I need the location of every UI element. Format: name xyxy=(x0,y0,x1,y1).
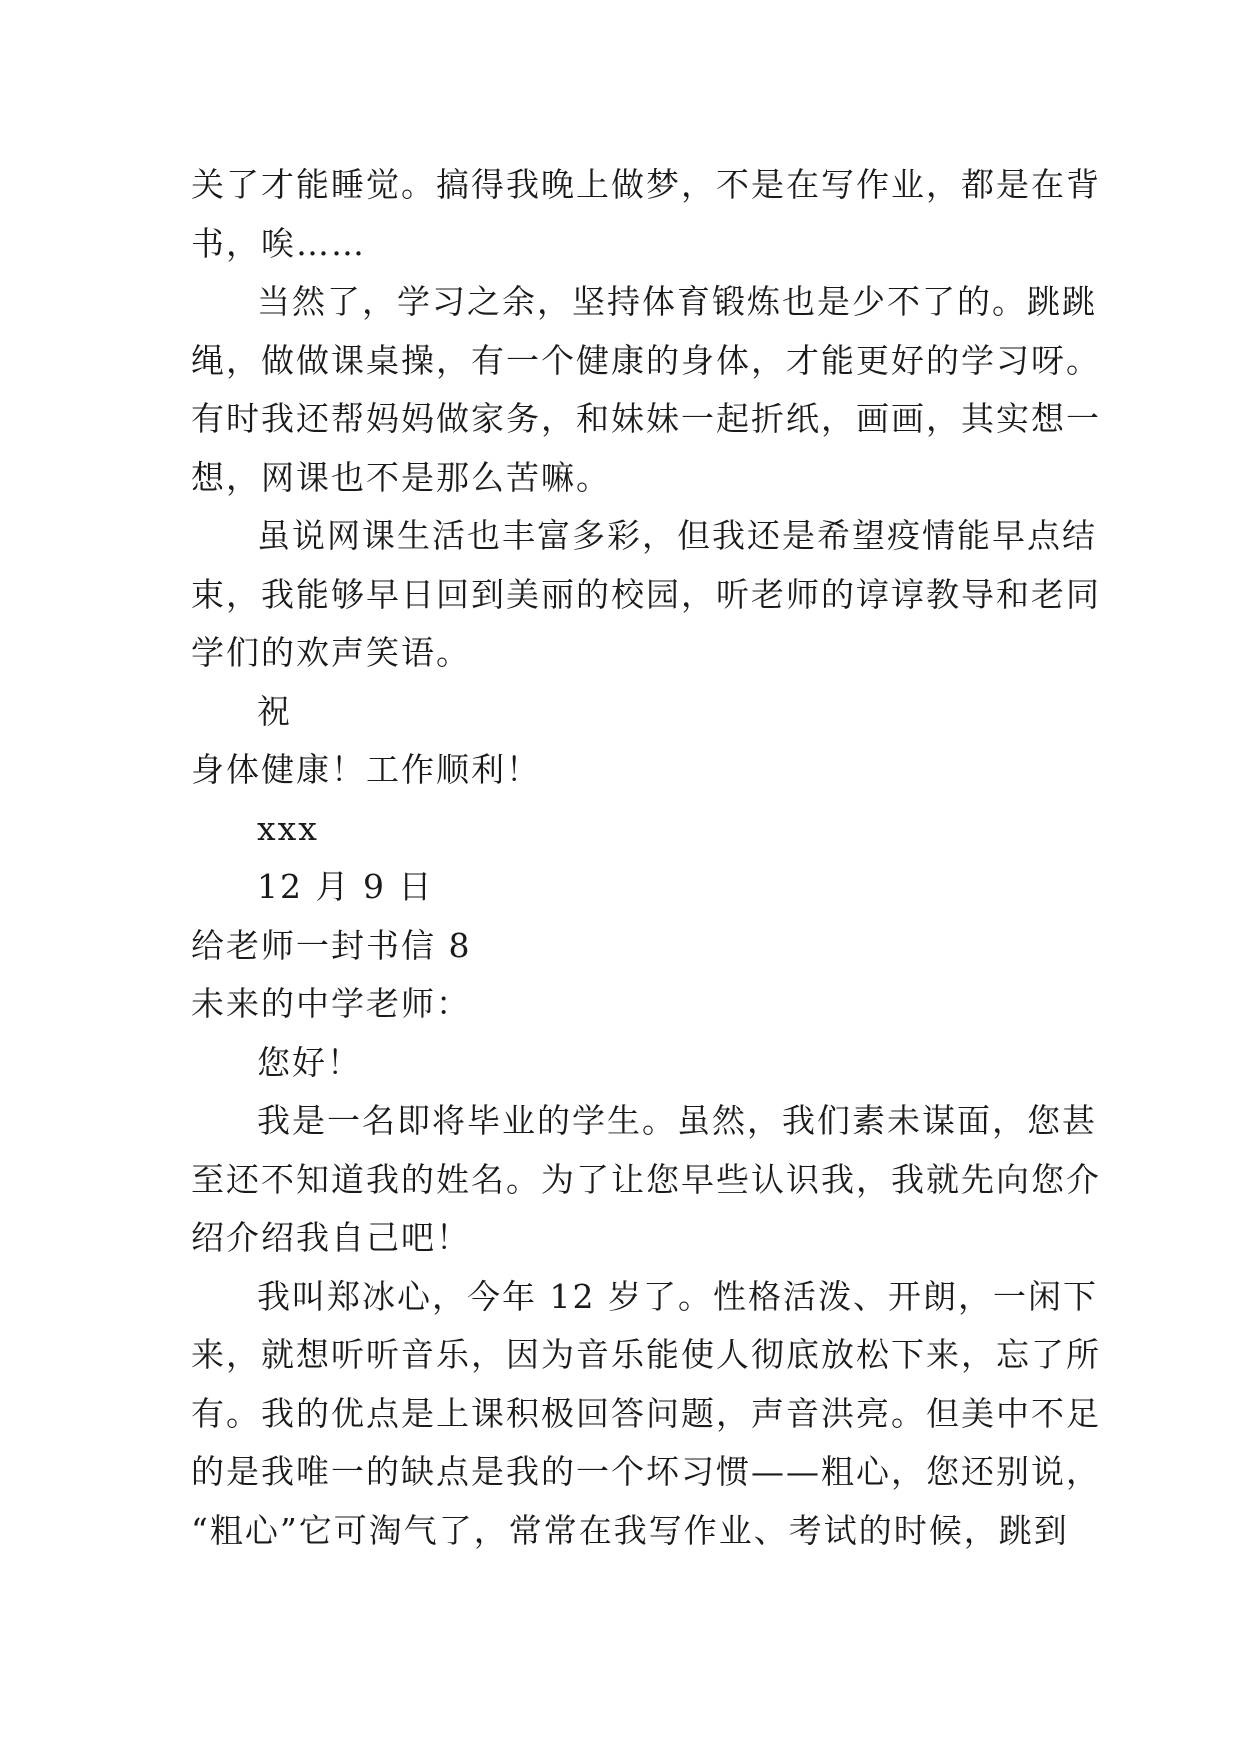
text-line: 绳，做做课桌操，有一个健康的身体，才能更好的学习呀。 xyxy=(191,340,1101,380)
text-line: 的是我唯一的缺点是我的一个坏习惯——粗心，您还别说， xyxy=(191,1452,1101,1491)
text-line: 学们的欢声笑语。 xyxy=(191,633,471,672)
text-line: 当然了，学习之余，坚持体育锻炼也是少不了的。跳跳 xyxy=(257,282,1097,321)
text-line: 束，我能够早日回到美丽的校园，听老师的谆谆教导和老同 xyxy=(191,574,1101,614)
text-line: “粗心”它可淘气了，常常在我写作业、考试的时候，跳到 xyxy=(191,1510,1069,1550)
text-line: 您好！ xyxy=(257,1042,362,1082)
text-line: 给老师一封书信 8 xyxy=(191,925,472,965)
text-line: 我是一名即将毕业的学生。虽然，我们素未谋面，您甚 xyxy=(257,1101,1097,1140)
text-line: 未来的中学老师： xyxy=(191,984,471,1023)
text-line: 至还不知道我的姓名。为了让您早些认识我，我就先向您介 xyxy=(191,1159,1101,1199)
text-line: 12 月 9 日 xyxy=(257,867,434,906)
text-line: 关了才能睡觉。搞得我晚上做梦，不是在写作业，都是在背 xyxy=(191,165,1101,204)
text-line: 我叫郑冰心，今年 12 岁了。性格活泼、开朗，一闲下 xyxy=(257,1276,1098,1316)
text-line: 身体健康！工作顺利！ xyxy=(191,750,541,789)
text-line: 虽说网课生活也丰富多彩，但我还是希望疫情能早点结 xyxy=(257,516,1097,555)
text-line: 想，网课也不是那么苦嘛。 xyxy=(191,457,611,497)
document-body xyxy=(191,156,1101,1560)
text-line: 书，唉…… xyxy=(191,223,366,263)
text-line: xxx xyxy=(257,808,319,848)
text-line: 绍介绍我自己吧！ xyxy=(191,1218,471,1257)
text-line: 来，就想听听音乐，因为音乐能使人彻底放松下来，忘了所 xyxy=(191,1335,1101,1374)
text-line: 祝 xyxy=(257,691,292,731)
text-line: 有。我的优点是上课积极回答问题，声音洪亮。但美中不足 xyxy=(191,1393,1101,1433)
text-line: 有时我还帮妈妈做家务，和妹妹一起折纸，画画，其实想一 xyxy=(191,399,1101,438)
